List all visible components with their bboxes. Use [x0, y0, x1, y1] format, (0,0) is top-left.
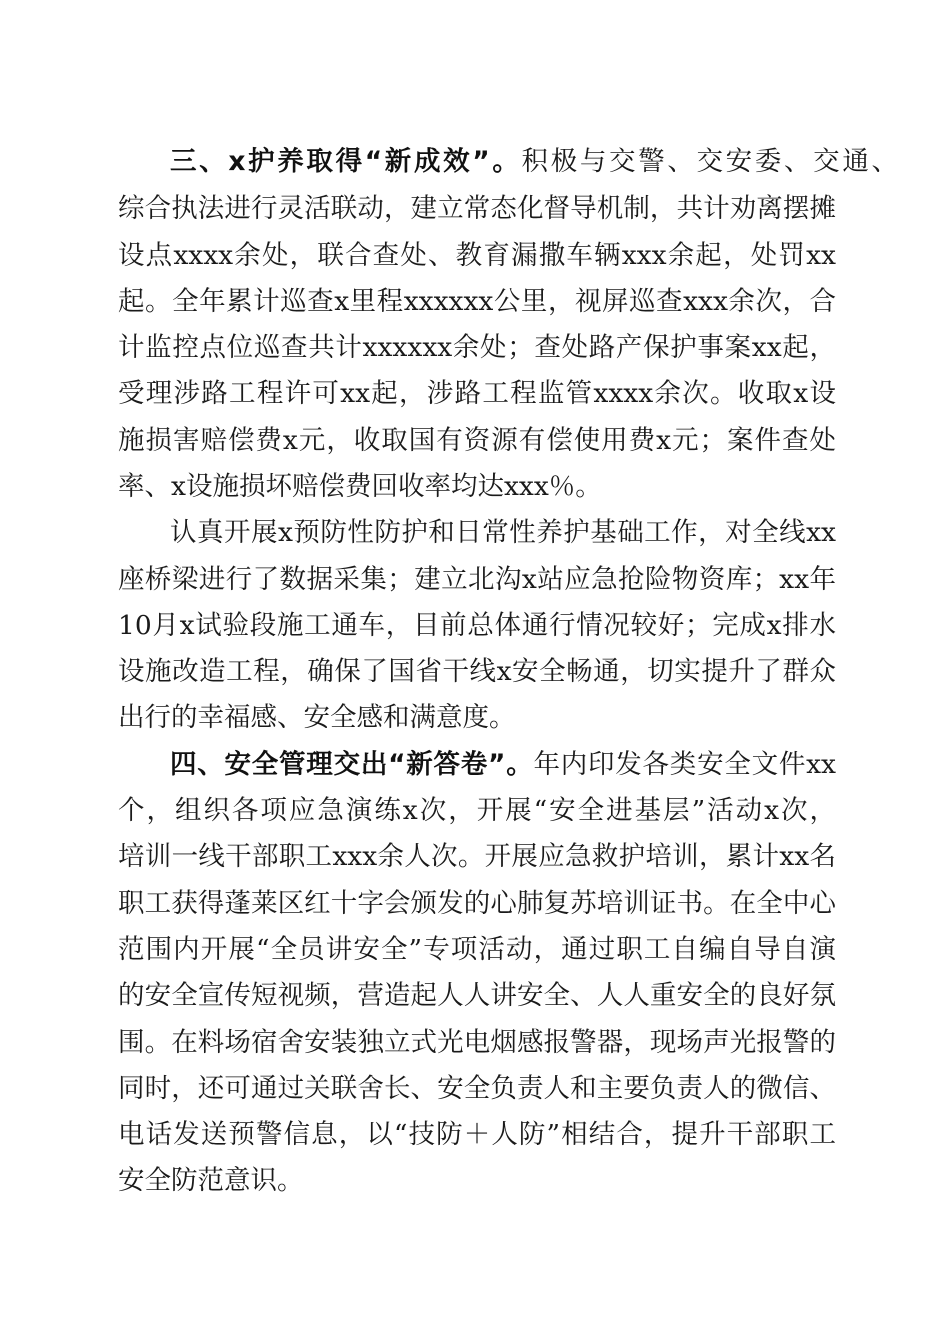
section-4-line: 范围内开展“全员讲安全”专项活动，通过职工自编自导自演 — [118, 934, 836, 965]
section-3-first-line — [170, 146, 898, 178]
section-3-line: 起。全年累计巡查x里程xxxxxx公里，视屏巡查xxx余次，合 — [118, 286, 836, 317]
section-4-first-line — [170, 749, 836, 781]
maintenance-paragraph-line: 设施改造工程，确保了国省干线x安全畅通，切实提升了群众 — [118, 656, 836, 687]
maintenance-paragraph-line: 出行的幸福感、安全感和满意度。 — [118, 702, 516, 733]
section-4-text: 年内印发各类安全文件xx — [533, 749, 837, 780]
section-3-line: 施损害赔偿费x元，收取国有资源有偿使用费x元；案件查处 — [118, 425, 836, 456]
section-4-line: 的安全宣传短视频，营造起人人讲安全、人人重安全的良好氛 — [118, 980, 836, 1011]
section-3-heading: 三、x护养取得“新成效”。 — [170, 146, 522, 177]
section-3-line: 综合执法进行灵活联动，建立常态化督导机制，共计劝离摆摊 — [118, 193, 836, 224]
section-4-line: 同时，还可通过关联舍长、安全负责人和主要负责人的微信、 — [118, 1073, 836, 1104]
section-4-line: 培训一线干部职工xxx余人次。开展应急救护培训，累计xx名 — [118, 841, 836, 872]
section-4-line: 围。在料场宿舍安装独立式光电烟感报警器，现场声光报警的 — [118, 1027, 836, 1058]
section-3-line: 率、x设施损坏赔偿费回收率均达xxx％。 — [118, 471, 602, 502]
section-3-text: 积极与交警、交安委、交通、 — [521, 146, 898, 177]
maintenance-paragraph-line: 认真开展x预防性防护和日常性养护基础工作，对全线xx — [170, 517, 836, 548]
section-4-line: 个，组织各项应急演练x次，开展“安全进基层”活动x次， — [118, 795, 836, 826]
section-3-line: 受理涉路工程许可xx起，涉路工程监管xxxx余次。收取x设 — [118, 378, 836, 409]
maintenance-paragraph-line: 10月x试验段施工通车，目前总体通行情况较好；完成x排水 — [118, 610, 836, 641]
section-4-line: 安全防范意识。 — [118, 1165, 304, 1196]
section-4-line: 电话发送预警信息，以“技防＋人防”相结合，提升干部职工 — [118, 1119, 836, 1150]
maintenance-paragraph-line: 座桥梁进行了数据采集；建立北沟x站应急抢险物资库；xx年 — [118, 564, 836, 595]
section-4-heading: 四、安全管理交出“新答卷”。 — [170, 749, 534, 780]
section-4-line: 职工获得蓬莱区红十字会颁发的心肺复苏培训证书。在全中心 — [118, 888, 836, 919]
section-3-line: 设点xxxx余处，联合查处、教育漏撒车辆xxx余起，处罚xx — [118, 240, 836, 271]
section-3-line: 计监控点位巡查共计xxxxxx余处；查处路产保护事案xx起， — [118, 332, 836, 363]
